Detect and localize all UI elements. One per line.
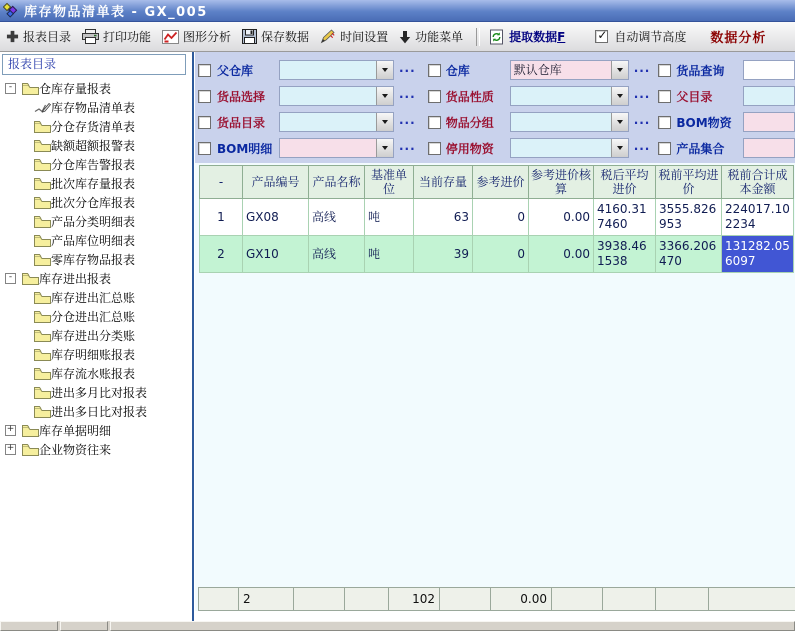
filter-checkbox[interactable] bbox=[658, 142, 671, 155]
summary-cell: 2 bbox=[239, 588, 294, 611]
summary-row bbox=[198, 587, 795, 611]
tree-node[interactable] bbox=[0, 440, 188, 459]
chevron-down-icon[interactable] bbox=[611, 61, 628, 79]
status-segment bbox=[0, 621, 58, 631]
filter-label: 货品查询 bbox=[676, 63, 725, 78]
tree-leaf-label: 零库存物品报表 bbox=[51, 253, 136, 267]
summary-cell bbox=[603, 588, 656, 611]
chevron-down-icon[interactable] bbox=[376, 61, 393, 79]
folder-icon bbox=[34, 139, 51, 152]
summary-cell bbox=[294, 588, 345, 611]
filter-checkbox[interactable] bbox=[198, 142, 211, 155]
browse-dots-button[interactable]: ... bbox=[633, 138, 651, 153]
filter-row bbox=[195, 83, 795, 109]
column-header[interactable]: 参考进价 bbox=[473, 166, 529, 199]
tree-leaf-label: 进出多月比对报表 bbox=[51, 386, 148, 400]
table-cell[interactable]: 4160.317460 bbox=[594, 199, 656, 236]
summary-cell bbox=[709, 588, 795, 611]
tree-node-label: 库存单据明细 bbox=[39, 424, 112, 438]
collapse-toggle-icon[interactable]: - bbox=[5, 83, 16, 94]
filter-checkbox[interactable] bbox=[198, 64, 211, 77]
filter-row bbox=[195, 57, 795, 83]
tree-leaf-label: 分仓存货清单表 bbox=[51, 120, 136, 134]
table-cell[interactable]: GX08 bbox=[243, 199, 309, 236]
filter-input[interactable] bbox=[743, 112, 795, 132]
filter-input[interactable] bbox=[743, 60, 795, 80]
save-icon bbox=[242, 29, 257, 44]
tree-leaf-label: 缺额超额报警表 bbox=[51, 139, 136, 153]
folder-icon bbox=[34, 196, 51, 209]
table-cell[interactable]: 2 bbox=[200, 236, 243, 273]
tree-leaf-label: 产品库位明细表 bbox=[51, 234, 136, 248]
chevron-down-icon[interactable] bbox=[376, 113, 393, 131]
toolbar-button-printer[interactable] bbox=[82, 28, 151, 45]
window-title: 库存物品清单表 - GX_005 bbox=[24, 5, 208, 20]
collapse-toggle-icon[interactable]: - bbox=[5, 273, 16, 284]
filter-checkbox[interactable] bbox=[198, 90, 211, 103]
table-cell[interactable]: 0.00 bbox=[529, 199, 594, 236]
status-bar bbox=[0, 621, 795, 631]
toolbar-buttons bbox=[6, 28, 474, 45]
table-cell[interactable]: 0 bbox=[473, 236, 529, 273]
report-tree bbox=[0, 79, 188, 459]
tree-leaf[interactable] bbox=[0, 364, 188, 383]
table-cell[interactable]: 3366.206470 bbox=[656, 236, 722, 273]
folder-icon bbox=[34, 253, 51, 266]
filter-checkbox[interactable] bbox=[198, 116, 211, 129]
tree-leaf[interactable] bbox=[0, 155, 188, 174]
table-row bbox=[200, 236, 794, 273]
folder-icon bbox=[22, 424, 39, 437]
column-header[interactable]: 基准单位 bbox=[365, 166, 414, 199]
table-cell[interactable]: 39 bbox=[414, 236, 473, 273]
toolbar-button-plus[interactable] bbox=[6, 28, 71, 45]
folder-icon bbox=[34, 158, 51, 171]
tree-leaf-label: 库存进出分类账 bbox=[51, 329, 136, 343]
expand-toggle-icon[interactable]: + bbox=[6, 443, 15, 453]
inventory-table bbox=[199, 165, 794, 273]
table-cell[interactable]: 高线 bbox=[309, 236, 365, 273]
chevron-down-icon[interactable] bbox=[376, 87, 393, 105]
toolbar-button-chart[interactable] bbox=[162, 28, 231, 45]
column-header[interactable]: 税后平均进价 bbox=[594, 166, 656, 199]
data-analysis-button[interactable]: 数据分析 bbox=[710, 31, 767, 46]
folder-icon bbox=[22, 443, 39, 456]
filter-label: 货品性质 bbox=[445, 89, 494, 104]
toolbar-button-label: 功能菜单 bbox=[415, 30, 464, 44]
dropdown-value bbox=[280, 87, 376, 105]
tree-leaf-label: 分仓库告警报表 bbox=[51, 158, 136, 172]
filter-checkbox[interactable] bbox=[428, 142, 441, 155]
dropdown-value bbox=[280, 61, 376, 79]
tree-panel-header: 报表目录 bbox=[2, 54, 186, 75]
toolbar-button-label: 图形分析 bbox=[183, 30, 232, 44]
folder-icon bbox=[34, 329, 51, 342]
report-tree-panel bbox=[0, 52, 188, 621]
tree-leaf-label: 进出多日比对报表 bbox=[51, 405, 148, 419]
chevron-down-icon[interactable] bbox=[611, 87, 628, 105]
title-bar bbox=[0, 0, 795, 22]
browse-dots-button[interactable]: ... bbox=[399, 112, 416, 127]
summary-cell bbox=[440, 588, 491, 611]
table-cell[interactable]: 3555.826953 bbox=[656, 199, 722, 236]
summary-cell: 0.00 bbox=[491, 588, 552, 611]
summary-row bbox=[199, 588, 795, 611]
toolbar-button-save[interactable] bbox=[242, 28, 309, 45]
column-header[interactable]: 税前合计成本金额 bbox=[722, 166, 794, 199]
filter-checkbox[interactable] bbox=[658, 90, 671, 103]
tree-leaf-label: 批次分仓库报表 bbox=[51, 196, 136, 210]
filter-label: 父目录 bbox=[676, 89, 713, 104]
tree-leaf[interactable] bbox=[0, 326, 188, 345]
refresh-page-icon bbox=[489, 29, 504, 45]
tree-leaf-label: 批次库存量报表 bbox=[51, 177, 136, 191]
toolbar-button-label: 打印功能 bbox=[103, 30, 152, 44]
tree-leaf[interactable] bbox=[0, 212, 188, 231]
pen-icon bbox=[320, 29, 336, 44]
dropdown-value: 默认仓库 bbox=[513, 63, 562, 77]
filter-dropdown[interactable] bbox=[510, 112, 629, 132]
tree-leaf-selected[interactable] bbox=[0, 98, 188, 117]
column-header[interactable]: 参考进价核算 bbox=[529, 166, 594, 199]
tree-leaf[interactable] bbox=[0, 307, 188, 326]
dropdown-value bbox=[511, 87, 611, 105]
table-cell[interactable]: 吨 bbox=[365, 199, 414, 236]
filter-checkbox[interactable] bbox=[658, 116, 671, 129]
tree-leaf-label: 分仓进出汇总账 bbox=[51, 310, 136, 324]
filter-input[interactable] bbox=[743, 86, 795, 106]
tree-leaf[interactable] bbox=[0, 117, 188, 136]
column-header[interactable]: - bbox=[200, 166, 243, 199]
filter-row bbox=[195, 135, 795, 161]
tree-node-label: 仓库存量报表 bbox=[39, 82, 112, 96]
filter-label: 停用物资 bbox=[445, 141, 494, 156]
table-cell[interactable]: 高线 bbox=[309, 199, 365, 236]
filter-label: 父仓库 bbox=[217, 63, 254, 78]
status-segment bbox=[60, 621, 108, 631]
filter-dropdown[interactable] bbox=[510, 86, 629, 106]
toolbar-button-pen[interactable] bbox=[320, 28, 388, 45]
diamonds-logo-icon bbox=[3, 3, 19, 19]
report-pen-icon bbox=[34, 101, 51, 114]
table-row bbox=[200, 199, 794, 236]
filter-label: 仓库 bbox=[445, 63, 470, 78]
folder-icon bbox=[34, 386, 51, 399]
tree-node[interactable] bbox=[0, 269, 188, 288]
browse-dots-button[interactable]: ... bbox=[633, 86, 651, 101]
table-cell[interactable]: 3938.461538 bbox=[594, 236, 656, 273]
plus-icon bbox=[6, 30, 19, 43]
browse-dots-button[interactable]: ... bbox=[399, 86, 416, 101]
tree-node-label: 企业物资往来 bbox=[39, 443, 112, 457]
arrow-down-icon bbox=[399, 30, 411, 44]
filter-dropdown[interactable] bbox=[279, 60, 394, 80]
chart-icon bbox=[162, 30, 179, 44]
folder-icon bbox=[34, 310, 51, 323]
folder-icon bbox=[34, 291, 51, 304]
tree-node-label: 库存进出报表 bbox=[39, 272, 112, 286]
tree-leaf[interactable] bbox=[0, 345, 188, 364]
filter-checkbox[interactable] bbox=[428, 90, 441, 103]
dropdown-value bbox=[511, 139, 611, 157]
dropdown-value bbox=[280, 139, 376, 157]
filter-label: 货品选择 bbox=[217, 89, 266, 104]
selected-cell[interactable]: 131282.056097 bbox=[722, 236, 794, 273]
column-header[interactable]: 当前存量 bbox=[414, 166, 473, 199]
table-cell[interactable]: 63 bbox=[414, 199, 473, 236]
auto-height-toggle[interactable] bbox=[595, 28, 686, 45]
chevron-down-icon[interactable] bbox=[376, 139, 393, 157]
filter-label: 货品目录 bbox=[217, 115, 266, 130]
filter-dropdown[interactable] bbox=[510, 138, 629, 158]
tree-leaf[interactable] bbox=[0, 231, 188, 250]
printer-icon bbox=[82, 29, 99, 44]
browse-dots-button[interactable]: ... bbox=[633, 60, 651, 75]
tree-leaf[interactable] bbox=[0, 136, 188, 155]
tree-leaf[interactable] bbox=[0, 383, 188, 402]
tree-leaf-label: 库存物品清单表 bbox=[51, 101, 136, 115]
toolbar-button-label: 保存数据 bbox=[261, 30, 310, 44]
toolbar-separator bbox=[476, 28, 480, 46]
filter-dropdown[interactable] bbox=[279, 138, 394, 158]
browse-dots-button[interactable]: ... bbox=[633, 112, 651, 127]
status-segment bbox=[110, 621, 795, 631]
tree-leaf[interactable] bbox=[0, 174, 188, 193]
folder-icon bbox=[34, 120, 51, 133]
folder-icon bbox=[34, 405, 51, 418]
tree-leaf[interactable] bbox=[0, 250, 188, 269]
filter-label: BOM物资 bbox=[676, 115, 732, 130]
summary-cell bbox=[199, 588, 239, 611]
folder-icon bbox=[22, 82, 39, 95]
grid-area bbox=[195, 163, 795, 621]
browse-dots-button[interactable]: ... bbox=[399, 60, 416, 75]
panel-splitter[interactable] bbox=[188, 52, 195, 621]
toolbar-button-arrow-down[interactable] bbox=[399, 28, 463, 45]
filter-dropdown[interactable] bbox=[279, 86, 394, 106]
chevron-down-icon[interactable] bbox=[611, 113, 628, 131]
extract-data-button[interactable] bbox=[489, 28, 565, 45]
folder-icon bbox=[34, 234, 51, 247]
dropdown-value bbox=[280, 113, 376, 131]
filter-label: 产品集合 bbox=[676, 141, 725, 156]
filter-checkbox[interactable] bbox=[428, 116, 441, 129]
tree-leaf-label: 库存流水账报表 bbox=[51, 367, 136, 381]
tree-leaf[interactable] bbox=[0, 193, 188, 212]
folder-icon bbox=[34, 177, 51, 190]
grid-bottom-gap bbox=[195, 611, 795, 621]
filter-checkbox[interactable] bbox=[658, 64, 671, 77]
auto-height-label: 自动调节高度 bbox=[614, 30, 687, 44]
tree-leaf[interactable] bbox=[0, 402, 188, 421]
filter-row bbox=[195, 109, 795, 135]
filter-label: BOM明细 bbox=[217, 141, 273, 156]
column-header[interactable]: 产品编号 bbox=[243, 166, 309, 199]
table-cell[interactable]: 224017.102234 bbox=[722, 199, 794, 236]
column-header[interactable]: 产品名称 bbox=[309, 166, 365, 199]
tree-leaf-label: 库存进出汇总账 bbox=[51, 291, 136, 305]
table-cell[interactable]: 1 bbox=[200, 199, 243, 236]
tree-leaf-label: 产品分类明细表 bbox=[51, 215, 136, 229]
table-cell[interactable]: 0.00 bbox=[529, 236, 594, 273]
table-header-row bbox=[200, 166, 794, 199]
table-cell[interactable]: GX10 bbox=[243, 236, 309, 273]
auto-height-checkbox[interactable] bbox=[595, 30, 608, 43]
folder-icon bbox=[34, 367, 51, 380]
extract-data-label: 提取数据F bbox=[509, 30, 566, 44]
tree-leaf[interactable] bbox=[0, 288, 188, 307]
summary-cell bbox=[345, 588, 389, 611]
filter-dropdown[interactable] bbox=[510, 60, 629, 80]
folder-icon bbox=[34, 215, 51, 228]
column-header[interactable]: 税前平均进价 bbox=[656, 166, 722, 199]
filter-dropdown[interactable] bbox=[279, 112, 394, 132]
summary-cell: 102 bbox=[389, 588, 440, 611]
toolbar bbox=[0, 22, 795, 52]
toolbar-button-label: 报表目录 bbox=[23, 30, 72, 44]
browse-dots-button[interactable]: ... bbox=[399, 138, 416, 153]
folder-icon bbox=[34, 348, 51, 361]
filter-checkbox[interactable] bbox=[428, 64, 441, 77]
filter-panel bbox=[195, 52, 795, 163]
toolbar-button-label: 时间设置 bbox=[340, 30, 389, 44]
table-cell[interactable]: 0 bbox=[473, 199, 529, 236]
folder-icon bbox=[22, 272, 39, 285]
tree-node[interactable] bbox=[0, 421, 188, 440]
table-cell[interactable]: 吨 bbox=[365, 236, 414, 273]
filter-label: 物品分组 bbox=[445, 115, 494, 130]
tree-leaf-label: 库存明细账报表 bbox=[51, 348, 136, 362]
chevron-down-icon[interactable] bbox=[611, 139, 628, 157]
filter-input[interactable] bbox=[743, 138, 795, 158]
expand-toggle-icon[interactable]: + bbox=[6, 424, 15, 434]
summary-cell bbox=[552, 588, 603, 611]
dropdown-value bbox=[511, 113, 611, 131]
tree-node[interactable] bbox=[0, 79, 188, 98]
summary-cell bbox=[656, 588, 709, 611]
